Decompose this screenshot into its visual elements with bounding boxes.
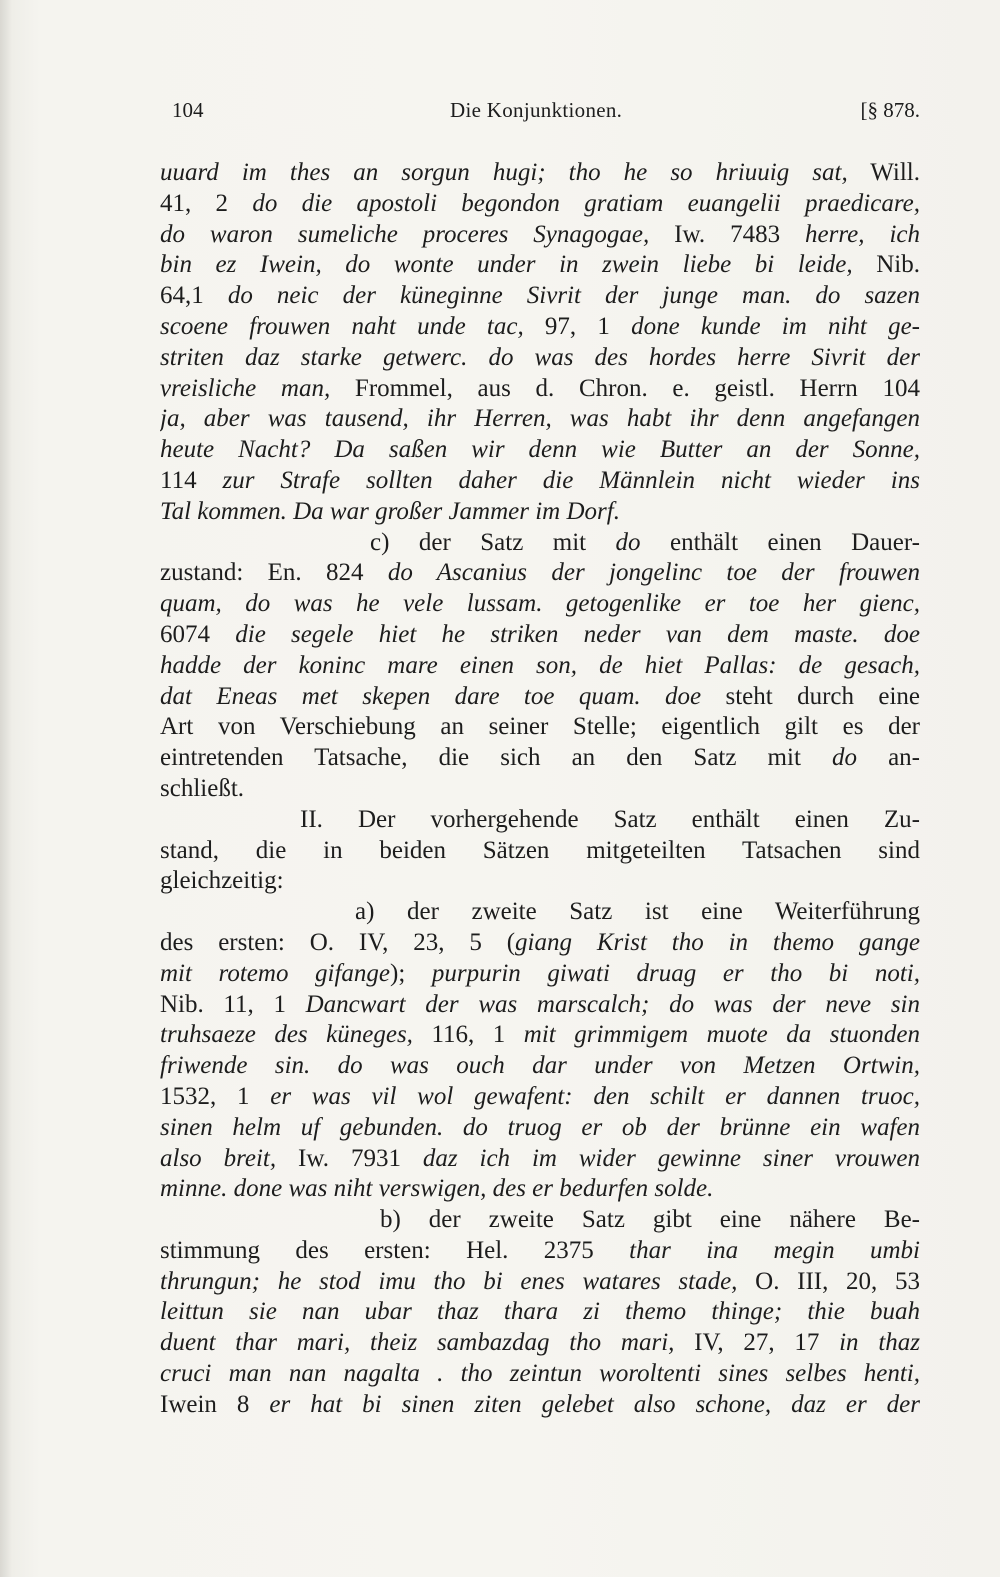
italic-quotation: heute Nacht? Da saßen wir denn wie Butter an der Sonne, — [160, 436, 920, 464]
italic-quotation: thar ina megin umbi — [629, 1236, 920, 1264]
text-segment: stand, die in beiden Sätzen mitgeteilten Tatsachen sind — [160, 836, 920, 864]
text-segment: 1532, 1 — [160, 1082, 271, 1110]
text-segment: b) der zweite Satz gibt eine nähere Be- — [380, 1206, 920, 1234]
text-line — [160, 158, 920, 189]
italic-quotation: purpurin giwati druag er tho bi noti, — [431, 959, 920, 987]
text-segment: zustand: En. 824 — [160, 559, 388, 587]
body-text — [160, 158, 920, 1421]
text-line — [160, 1267, 920, 1298]
text-line — [160, 1205, 920, 1236]
italic-quotation: mit grimmigem muote da stuonden — [523, 1021, 920, 1049]
italic-quotation: truhsaeze des küneges, — [160, 1021, 413, 1049]
chapter-title: Die Konjunktionen. — [450, 98, 623, 122]
italic-quotation: bin ez Iwein, do wonte under in zwein liebe bi leide, — [160, 251, 853, 279]
italic-quotation: zur Strafe sollten daher die Männlein nicht wieder ins — [222, 466, 920, 494]
italic-quotation: cruci man nan nagalta . tho zeintun woroltenti sines selbes henti, — [160, 1360, 920, 1388]
text-segment: c) der Satz mit — [370, 528, 616, 556]
text-segment: Iw. 7483 — [649, 220, 806, 248]
italic-quotation: striten daz starke getwerc. do was des hordes herre Sivrit der — [160, 343, 920, 371]
text-line — [160, 220, 920, 251]
text-line — [160, 897, 920, 928]
text-segment: 41, 2 — [160, 189, 253, 217]
section-reference: [§ 878. — [860, 98, 920, 122]
italic-quotation: quam, do was he vele lussam. getogenlike er toe her gienc, — [160, 590, 920, 618]
italic-quotation: also breit, — [160, 1144, 277, 1172]
italic-quotation: done kunde im niht ge- — [631, 312, 920, 340]
text-line — [160, 1113, 920, 1144]
italic-quotation: leittun sie nan ubar thaz thara zi themo thinge; thie buah — [160, 1298, 920, 1326]
text-line — [160, 682, 920, 713]
italic-quotation: er was vil wol gewafent: den schilt er dannen truoc, — [270, 1082, 920, 1110]
italic-quotation: die segele hiet he striken neder van dem maste. doe — [235, 620, 920, 648]
text-line — [160, 497, 920, 528]
text-segment: 97, 1 — [523, 312, 632, 340]
text-line — [160, 312, 920, 343]
text-segment: des ersten: O. IV, 23, 5 ( — [160, 928, 516, 956]
italic-quotation: do — [615, 528, 641, 556]
italic-quotation: herre, ich — [805, 220, 920, 248]
text-line — [160, 1297, 920, 1328]
text-line — [160, 1144, 920, 1175]
text-line — [160, 712, 920, 743]
text-segment: Nib. — [852, 251, 920, 279]
text-segment: Will. — [847, 159, 920, 186]
italic-quotation: minne. done was niht verswigen, des er bedurfen solde. — [160, 1175, 714, 1203]
italic-quotation: hadde der koninc mare einen son, de hiet Pallas: de gesach, — [160, 651, 920, 679]
running-header — [160, 98, 920, 132]
italic-quotation: do Ascanius der jongelinc toe der frouwen — [387, 559, 920, 587]
text-segment: Iwein 8 — [160, 1390, 270, 1418]
italic-quotation: daz ich im wider gewinne siner vrouwen — [422, 1144, 920, 1172]
text-line — [160, 281, 920, 312]
page-gutter-shadow — [0, 0, 12, 1577]
italic-quotation: scoene frouwen naht unde tac, — [160, 312, 524, 340]
text-line — [160, 435, 920, 466]
text-line — [160, 1051, 920, 1082]
text-line — [160, 589, 920, 620]
italic-quotation: duent thar mari, theiz sambazdag tho mari, — [160, 1329, 675, 1357]
text-segment: schließt. — [160, 774, 245, 802]
italic-quotation: ja, aber was tausend, ihr Herren, was habt ihr denn angefangen — [160, 405, 920, 433]
text-segment: an- — [856, 744, 920, 772]
text-line — [160, 651, 920, 682]
italic-quotation: do die apostoli begondon gratiam euangelii praedicare, — [252, 189, 920, 217]
text-segment: ); — [390, 959, 432, 987]
italic-quotation: do waron sumeliche proceres Synagogae, — [160, 220, 650, 248]
text-segment: O. III, 20, 53 — [737, 1267, 920, 1295]
text-line — [160, 466, 920, 497]
italic-quotation: do neic der küneginne Sivrit der junge man. do sazen — [227, 282, 920, 310]
text-line — [160, 1236, 920, 1267]
text-line — [160, 558, 920, 589]
text-segment: gleichzeitig: — [160, 867, 284, 895]
italic-quotation: er hat bi sinen ziten gelebet also schone, daz er der — [269, 1390, 920, 1418]
text-line — [160, 805, 920, 836]
text-segment: II. Der vorhergehende Satz enthält einen Zu- — [300, 805, 920, 833]
text-line — [160, 1328, 920, 1359]
italic-quotation: uuard im thes an sorgun hugi; tho he so hriuuig sat, — [160, 159, 848, 186]
text-segment: Frommel, aus d. Chron. e. geistl. Herrn 104 — [330, 374, 920, 402]
text-line — [160, 404, 920, 435]
italic-quotation: Dancwart der was marscalch; do was der neve sin — [305, 990, 920, 1018]
italic-quotation: friwende sin. do was ouch dar under von Metzen Ortwin, — [160, 1052, 920, 1080]
text-segment: Iw. 7931 — [276, 1144, 423, 1172]
text-line — [160, 990, 920, 1021]
page-number: 104 — [172, 98, 204, 122]
text-segment: 6074 — [160, 620, 236, 648]
text-line — [160, 343, 920, 374]
italic-quotation: mit rotemo gifange — [160, 959, 391, 987]
text-line — [160, 528, 920, 559]
italic-quotation: giang Krist tho in themo gange — [515, 928, 920, 956]
text-segment: 114 — [160, 466, 223, 494]
italic-quotation: in thaz — [839, 1329, 920, 1357]
italic-quotation: sinen helm uf gebunden. do truog er ob der brünne ein wafen — [160, 1113, 920, 1141]
italic-quotation: vreisliche man, — [160, 374, 331, 402]
text-line — [160, 374, 920, 405]
text-segment: eintretenden Tatsache, die sich an den Satz mit — [160, 744, 832, 772]
text-line — [160, 620, 920, 651]
text-segment: 116, 1 — [412, 1021, 524, 1049]
italic-quotation: Tal kommen. Da war großer Jammer im Dorf. — [160, 497, 620, 525]
text-line — [160, 866, 920, 897]
text-line — [160, 959, 920, 990]
text-segment: IV, 27, 17 — [674, 1329, 840, 1357]
text-line — [160, 1082, 920, 1113]
italic-quotation: dat Eneas met skepen dare toe quam. doe — [160, 682, 702, 710]
text-line — [160, 1390, 920, 1421]
text-segment: Art von Verschiebung an seiner Stelle; eigentlich gilt es der — [160, 713, 920, 741]
text-segment: 64,1 — [160, 282, 228, 310]
italic-quotation: do — [831, 744, 857, 772]
text-line — [160, 250, 920, 281]
text-line — [160, 928, 920, 959]
text-line — [160, 743, 920, 774]
text-segment: Nib. 11, 1 — [160, 990, 306, 1018]
text-line — [160, 1020, 920, 1051]
italic-quotation: thrungun; he stod imu tho bi enes watares stade, — [160, 1267, 738, 1295]
text-segment: a) der zweite Satz ist eine Weiterführung — [355, 898, 920, 926]
text-segment: steht durch eine — [701, 682, 920, 710]
text-line — [160, 836, 920, 867]
text-line — [160, 774, 920, 805]
text-line — [160, 1359, 920, 1390]
text-line — [160, 1174, 920, 1205]
text-line — [160, 189, 920, 220]
text-segment: stimmung des ersten: Hel. 2375 — [160, 1236, 630, 1264]
text-segment: enthält einen Dauer- — [640, 528, 920, 556]
